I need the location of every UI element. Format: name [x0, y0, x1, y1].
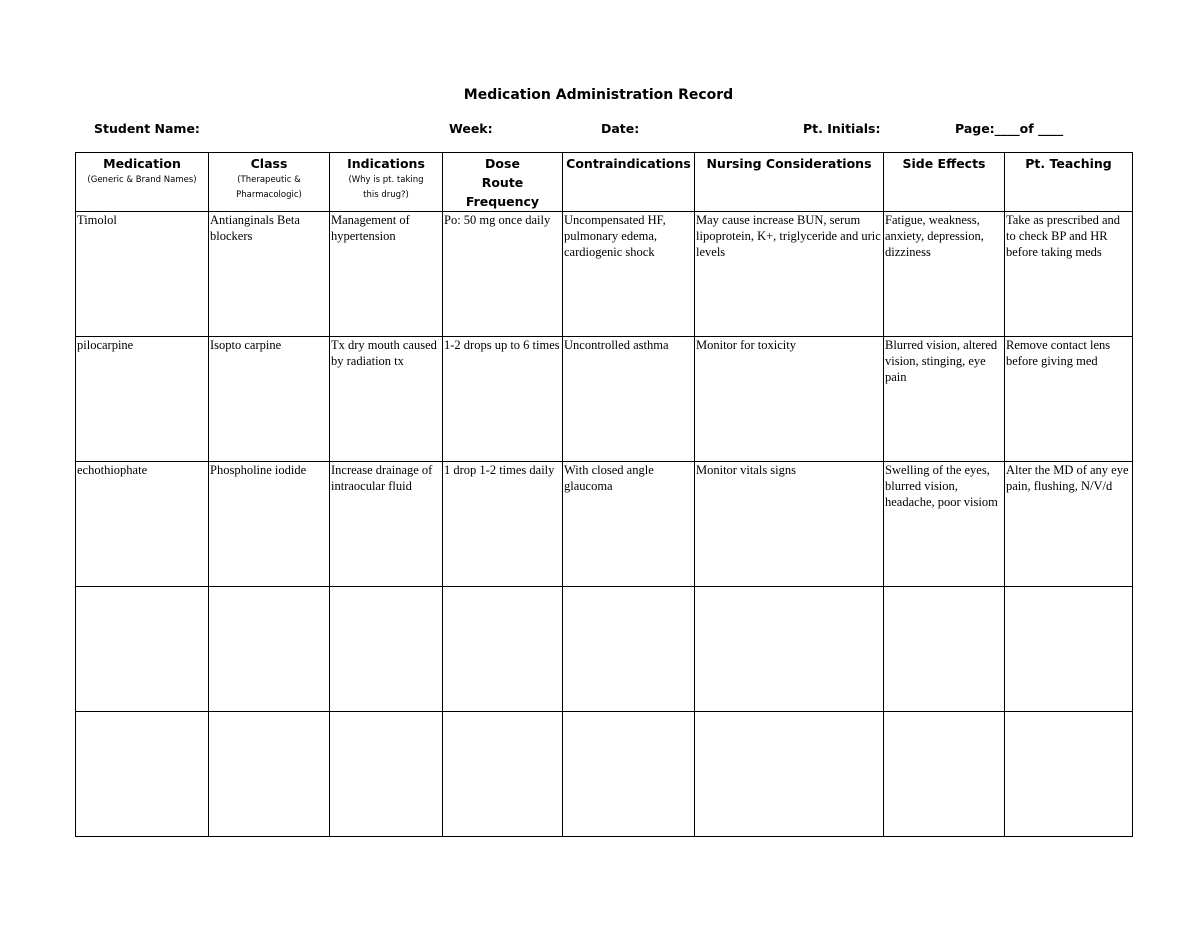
table-row: [76, 337, 1133, 462]
cell-indications: Management of hypertension: [330, 212, 443, 337]
cell-medication: [76, 712, 209, 837]
column-header-nursing-considerations: [695, 153, 884, 212]
cell-contraindications: Uncompensated HF, pulmonary edema, cardiogenic shock: [563, 212, 695, 337]
cell-nursing-considerations: Monitor vitals signs: [695, 462, 884, 587]
cell-pt-teaching: [1005, 587, 1133, 712]
cell-nursing-considerations: [695, 712, 884, 837]
medication-record-table: [75, 152, 1133, 837]
cell-medication: [76, 587, 209, 712]
column-header-label: Class: [250, 156, 288, 171]
column-header-class: [209, 153, 330, 212]
table-header-row: [76, 153, 1133, 212]
page-label: Page:____of ____: [955, 121, 1064, 136]
cell-class: [209, 712, 330, 837]
cell-nursing-considerations: Monitor for toxicity: [695, 337, 884, 462]
cell-side-effects: Fatigue, weakness, anxiety, depression, dizziness: [884, 212, 1005, 337]
column-header-label: Medication: [103, 156, 181, 171]
cell-class: Phospholine iodide: [209, 462, 330, 587]
cell-contraindications: [563, 587, 695, 712]
cell-dose: Po: 50 mg once daily: [443, 212, 563, 337]
cell-dose: [443, 587, 563, 712]
cell-dose: 1-2 drops up to 6 times: [443, 337, 563, 462]
column-header-dose: [443, 153, 563, 212]
column-header-label: Indications: [347, 156, 425, 171]
table-row: [76, 587, 1133, 712]
cell-nursing-considerations: [695, 587, 884, 712]
cell-class: Isopto carpine: [209, 337, 330, 462]
column-header-line: Route: [481, 175, 524, 190]
column-header-label: Side Effects: [902, 156, 986, 171]
cell-side-effects: [884, 587, 1005, 712]
cell-contraindications: Uncontrolled asthma: [563, 337, 695, 462]
cell-nursing-considerations: May cause increase BUN, serum lipoprotein, K+, triglyceride and uric levels: [695, 212, 884, 337]
column-header-label: Nursing Considerations: [706, 156, 872, 171]
cell-dose: [443, 712, 563, 837]
table-row: [76, 712, 1133, 837]
student-name-label: Student Name:: [94, 121, 200, 136]
column-header-subtitle: (Why is pt. taking this drug?): [348, 175, 424, 200]
week-label: Week:: [449, 121, 493, 136]
cell-side-effects: [884, 712, 1005, 837]
cell-indications: Increase drainage of intraocular fluid: [330, 462, 443, 587]
cell-class: [209, 587, 330, 712]
column-header-label: Contraindications: [566, 156, 691, 171]
cell-indications: Tx dry mouth caused by radiation tx: [330, 337, 443, 462]
document-title: Medication Administration Record: [463, 87, 734, 103]
cell-pt-teaching: Remove contact lens before giving med: [1005, 337, 1133, 462]
cell-pt-teaching: [1005, 712, 1133, 837]
cell-contraindications: With closed angle glaucoma: [563, 462, 695, 587]
column-header-side-effects: [884, 153, 1005, 212]
cell-pt-teaching: Alter the MD of any eye pain, flushing, N/V/d: [1005, 462, 1133, 587]
table-row: [76, 212, 1133, 337]
column-header-medication: [76, 153, 209, 212]
column-header-label: Pt. Teaching: [1025, 156, 1112, 171]
column-header-subtitle: (Generic & Brand Names): [87, 175, 197, 185]
cell-indications: [330, 712, 443, 837]
column-header-subtitle: (Therapeutic & Pharmacologic): [236, 175, 302, 200]
cell-pt-teaching: Take as prescribed and to check BP and HR before taking meds: [1005, 212, 1133, 337]
column-header-label: Dose: [485, 156, 520, 171]
cell-side-effects: Blurred vision, altered vision, stinging, eye pain: [884, 337, 1005, 462]
column-header-indications: [330, 153, 443, 212]
cell-medication: Timolol: [76, 212, 209, 337]
cell-dose: 1 drop 1-2 times daily: [443, 462, 563, 587]
cell-medication: pilocarpine: [76, 337, 209, 462]
table-row: [76, 462, 1133, 587]
cell-indications: [330, 587, 443, 712]
cell-side-effects: Swelling of the eyes, blurred vision, headache, poor visiom: [884, 462, 1005, 587]
pt-initials-label: Pt. Initials:: [803, 121, 881, 136]
cell-medication: echothiophate: [76, 462, 209, 587]
column-header-line: Frequency: [465, 194, 540, 209]
column-header-contraindications: [563, 153, 695, 212]
cell-class: Antianginals Beta blockers: [209, 212, 330, 337]
column-header-pt-teaching: [1005, 153, 1133, 212]
cell-contraindications: [563, 712, 695, 837]
date-label: Date:: [601, 121, 640, 136]
